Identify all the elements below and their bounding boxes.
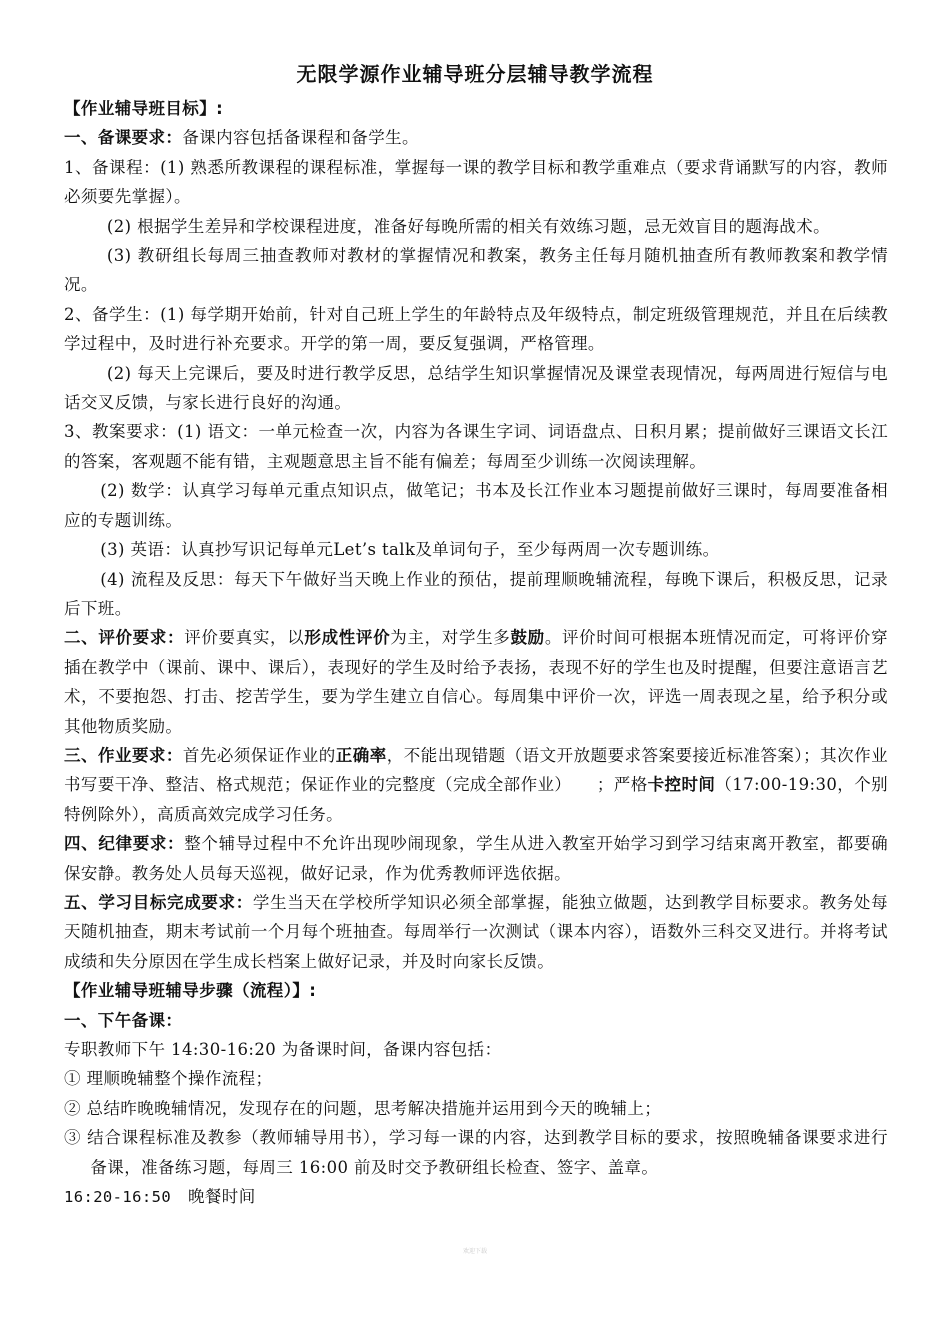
homework-bold-1: 正确率 [335, 745, 387, 765]
learning-goal-label: 五、学习目标完成要求： [64, 892, 253, 912]
homework-label: 三、作业要求： [64, 745, 183, 765]
dinner-label: 晚餐时间 [188, 1187, 256, 1207]
afternoon-prep-intro: 专职教师下午 14:30-16:20 为备课时间，备课内容包括： [64, 1040, 502, 1059]
evaluation-text-2: 为主，对学生多 [390, 628, 511, 648]
list-item: ② 总结昨晚晚辅情况，发现存在的问题，思考解决措施并运用到今天的晚辅上； [64, 1098, 662, 1118]
homework-bold-2: 卡控时间 [647, 775, 716, 795]
student-prep-1: 2、备学生：(1) 每学期开始前，针对自己班上学生的年龄特点及年级特点，制定班级管理规范，并且在后续教学过程中，及时进行补充要求。开学的第一周，要反复强调，严格管理。 [64, 304, 888, 354]
dinner-line [64, 1182, 888, 1212]
homework-text-2: ，不能出现错题（语文开放题要求答案要接近标准答案）；其次作业书写要干净、整洁、格式规范；保证作业的完整度（完成全部作业） ；严格 [64, 745, 888, 795]
section-heading-goals: 【作业辅导班目标】: [64, 99, 224, 118]
discipline-text: 整个辅导过程中不允许出现吵闹现象，学生从进入教室开始学习到学习结束离开教室，都要确保安静。教务处人员每天巡视，做好记录，作为优秀教师评选依据。 [64, 834, 888, 883]
page-footer: 欢迎下载 [462, 1248, 487, 1255]
homework-requirements [64, 741, 888, 829]
course-prep-1: 1、备课程：(1) 熟悉所教课程的课程标准，掌握每一课的教学目标和教学重难点（要求背诵默写的内容，教师必须要先掌握）。 [64, 157, 888, 207]
dinner-time: 16:20-16:50 [64, 1188, 172, 1207]
prep-requirements [64, 123, 888, 152]
lesson-plan-3: (3) 英语：认真抄写识记每单元Let’s talk及单词句子，至少每两周一次专题训练。 [100, 540, 720, 560]
lesson-plan-4: (4) 流程及反思：每天下午做好当天晚上作业的预估，提前理顺晚辅流程，每晚下课后，积极反思，记录后下班。 [64, 569, 888, 618]
learning-goal-requirements [64, 888, 888, 976]
learning-goal-text: 学生当天在学校所学知识必须全部掌握，能独立做题，达到教学目标要求。教务处每天随机抽查，期末考试前一个月每个班抽查。每周举行一次测试（课本内容），语数外三科交叉进行。并将考试成绩和失分原因在学生成长档案上做好记录，并及时向家长反馈。 [64, 892, 888, 971]
evaluation-label: 二、评价要求： [64, 628, 185, 648]
evaluation-text-1: 评价要真实，以 [184, 628, 305, 648]
course-prep-3: (3) 教研组长每周三抽查教师对教材的掌握情况和教案，教务主任每月随机抽查所有教师教案和教学情况。 [64, 246, 888, 295]
prep-label: 备课要求： [97, 128, 183, 148]
list-item: ③ 结合课程标准及教参（教师辅导用书），学习每一课的内容，达到教学目标的要求，按照晚辅备课要求进行备课，准备练习题，每周三 16:00 前及时交予教研组长检查、签字、盖章。 [64, 1128, 888, 1177]
section-heading-steps: 【作业辅导班辅导步骤（流程）】: [64, 981, 317, 1001]
evaluation-text-3: 。评价时间可根据本班情况而定，可将评价穿插在教学中（课前、课中、课后），表现好的学生及时给予表扬，表现不好的学生也及时提醒，但要注意语言艺术，不要抱怨、打击、挖苦学生，要为学生建立自信心。每周集中评价一次，评选一周表现之星，给予积分或其他物质奖励。 [64, 628, 888, 736]
prep-text: 备课内容包括备课程和备学生。 [182, 128, 419, 148]
homework-text-3: （17:00-19:30，个别特例除外），高质高效完成学习任务。 [64, 775, 888, 824]
evaluation-requirements [64, 623, 888, 741]
student-prep-2: (2) 每天上完课后，要及时进行教学反思，总结学生知识掌握情况及课堂表现情况，每两周进行短信与电话交叉反馈，与家长进行良好的沟通。 [64, 363, 888, 413]
list-item: ① 理顺晚辅整个操作流程； [64, 1069, 273, 1089]
page-title: 无限学源作业辅导班分层辅导教学流程 [296, 62, 654, 86]
document-body [64, 94, 888, 1212]
discipline-label: 四、纪律要求： [64, 834, 185, 854]
afternoon-prep-heading: 一、下午备课： [64, 1010, 183, 1030]
evaluation-bold-2: 鼓励 [510, 628, 545, 648]
lesson-plan-1: 3、教案要求：(1) 语文：一单元检查一次，内容为各课生字词、词语盘点、日积月累；提前做好三课语文长江的答案，客观题不能有错，主观题意思主旨不能有偏差；每周至少训练一次阅读理解。 [64, 422, 888, 471]
evaluation-bold-1: 形成性评价 [304, 628, 391, 648]
homework-text-1: 首先必须保证作业的 [182, 745, 336, 765]
discipline-requirements [64, 829, 888, 888]
course-prep-2: (2) 根据学生差异和学校课程进度，准备好每晚所需的相关有效练习题，忌无效盲目的题海战术。 [106, 216, 831, 236]
lesson-plan-2: (2) 数学：认真学习每单元重点知识点，做笔记；书本及长江作业本习题提前做好三课时，每周要准备相应的专题训练。 [64, 481, 888, 530]
prep-lead: 一、 [64, 128, 98, 148]
